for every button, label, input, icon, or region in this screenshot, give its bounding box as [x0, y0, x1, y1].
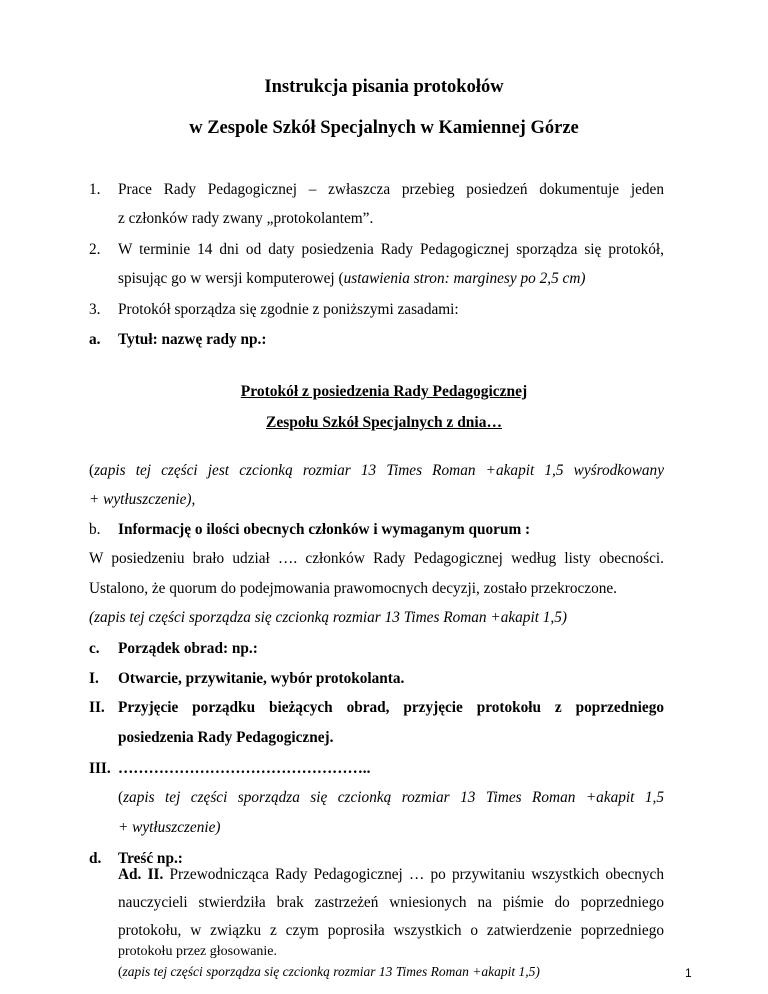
section-heading: Treść np.: [118, 850, 183, 867]
agenda-number: III. [89, 760, 111, 777]
paragraph-text: protokołu, w związku z czym poprosiła wszystkich o zatwierdzenie poprzedniego [118, 922, 664, 939]
section-letter: c. [89, 640, 100, 657]
page-number: 1 [685, 966, 692, 980]
example-heading-line1: Protokół z posiedzenia Rady Pedagogicznej [240, 383, 528, 400]
format-note: (zapis tej części sporządza się czcionką rozmiar 13 Times Roman +akapit 1,5 [118, 789, 664, 806]
paragraph-text: W posiedzeniu brało udział …. członków Rady Pedagogicznej według listy obecności. [89, 550, 664, 567]
section-heading: Tytuł: nazwę rady np.: [118, 331, 267, 348]
item-text: W terminie 14 dni od daty posiedzenia Rady Pedagogicznej sporządza się protokół, [118, 241, 664, 258]
format-note: + wytłuszczenie), [89, 491, 196, 508]
format-note: (zapis tej części sporządza się czcionką rozmiar 13 Times Roman +akapit 1,5) [89, 609, 567, 626]
agenda-item: posiedzenia Rady Pedagogicznej. [118, 729, 334, 746]
agenda-item: ………………………………………….. [118, 760, 371, 777]
section-letter: d. [89, 850, 102, 867]
section-heading: Informację o ilości obecnych członków i wymaganym quorum : [118, 521, 531, 538]
format-note: (zapis tej części jest czcionką rozmiar 13 Times Roman +akapit 1,5 wyśrodkowany [89, 462, 664, 479]
section-letter: a. [89, 331, 101, 348]
item-text: z członków rady zwany „protokolantem”. [118, 210, 374, 227]
agenda-item: Przyjęcie porządku bieżących obrad, przyjęcie protokołu z poprzedniego [118, 699, 664, 716]
agenda-number: I. [89, 670, 99, 687]
format-note: + wytłuszczenie) [118, 819, 221, 836]
item-number: 2. [89, 241, 101, 258]
example-heading-line2: Zespołu Szkół Specjalnych z dnia… [266, 414, 502, 431]
item-text: spisując go w wersji komputerowej (ustawienia stron: marginesy po 2,5 cm) [118, 270, 586, 287]
section-letter: b. [89, 521, 101, 538]
item-text: Protokół sporządza się zgodnie z poniższymi zasadami: [118, 301, 459, 318]
document-title-line2: w Zespole Szkół Specjalnych w Kamiennej Górze [189, 118, 579, 138]
paragraph-text: Ustalono, że quorum do podejmowania prawomocnych decyzji, zostało przekroczone. [89, 580, 617, 597]
paragraph-text: protokołu przez głosowanie. [118, 944, 278, 959]
item-number: 3. [89, 301, 101, 318]
item-text: Prace Rady Pedagogicznej – zwłaszcza przebieg posiedzeń dokumentuje jeden [118, 181, 664, 198]
agenda-item: Otwarcie, przywitanie, wybór protokolanta. [118, 670, 405, 687]
document-title-line1: Instrukcja pisania protokołów [264, 77, 504, 97]
format-note: (zapis tej części sporządza się czcionką rozmiar 13 Times Roman +akapit 1,5) [118, 964, 540, 979]
paragraph-text: nauczycieli stwierdziła brak zastrzeżeń wniesionych na piśmie do poprzedniego [118, 894, 664, 911]
agenda-number: II. [89, 699, 105, 716]
item-number: 1. [89, 181, 101, 198]
section-heading: Porządek obrad: np.: [118, 640, 258, 657]
paragraph-text: Ad. II. Przewodnicząca Rady Pedagogicznej … po przywitaniu wszystkich obecnych [118, 866, 664, 883]
